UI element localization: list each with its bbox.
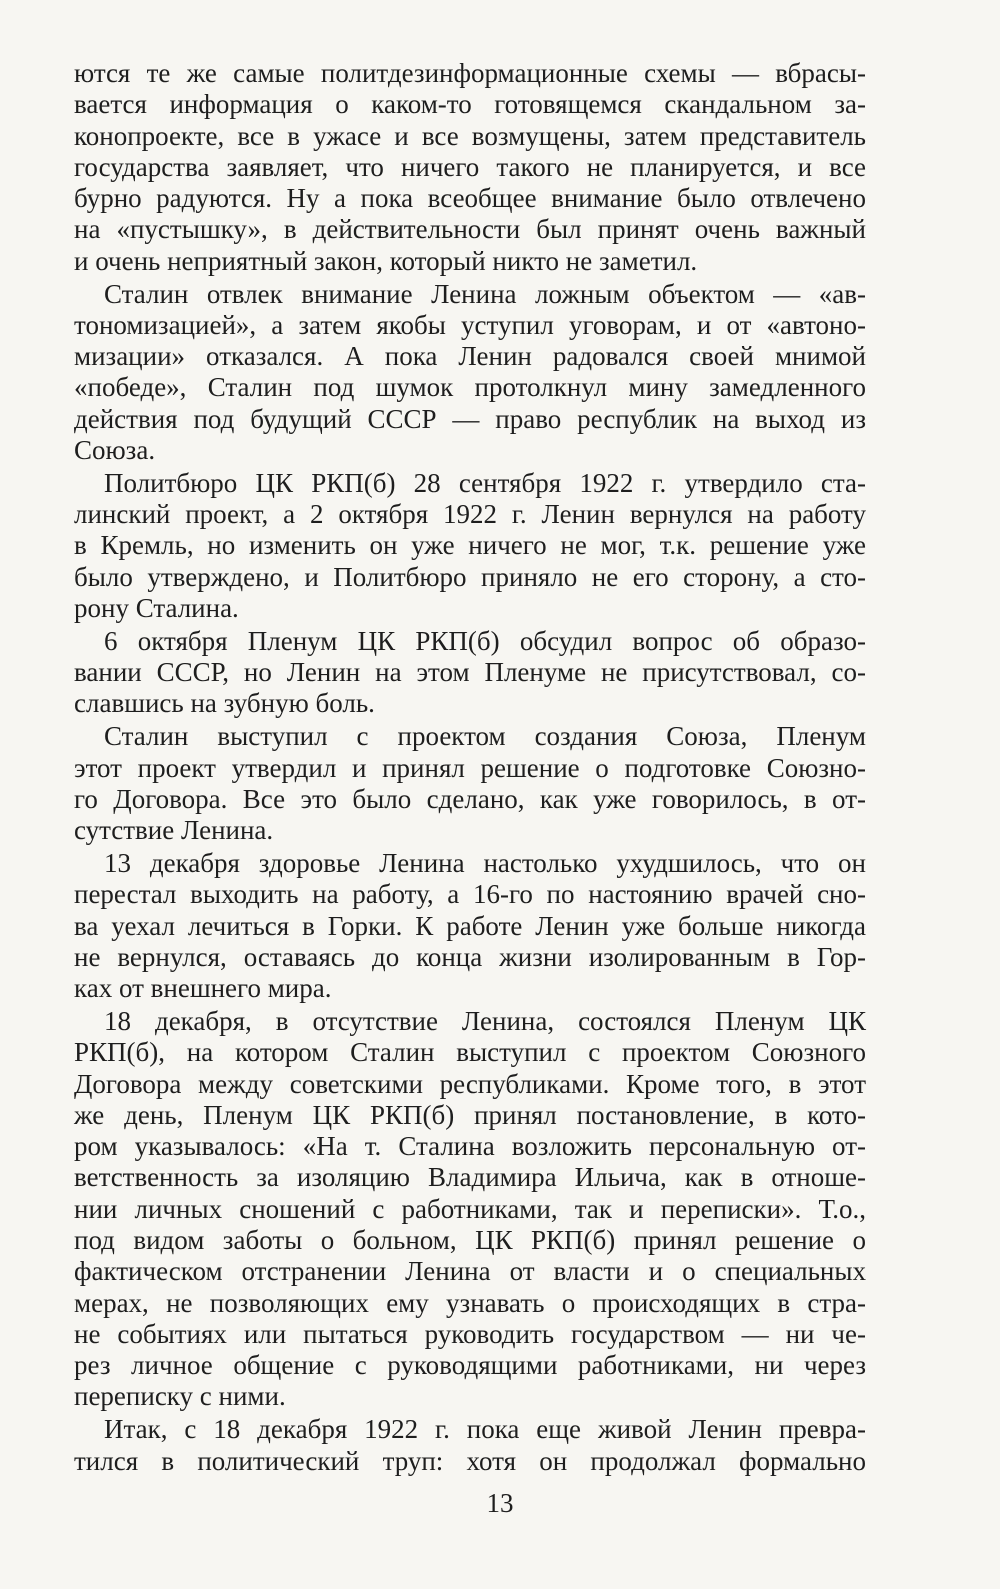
paragraph (74, 1006, 866, 1413)
text-line: 13 декабря здоровье Ленина настолько ухудшилось, что он (104, 847, 866, 878)
text-line: Союза. (74, 435, 156, 466)
text-line: действия под будущий СССР — право республик на выход из (74, 403, 866, 434)
paragraph (74, 626, 866, 720)
text-line: же день, Пленум ЦК РКП(б) принял постановление, в кото- (74, 1099, 866, 1130)
text-line: было утверждено, и Политбюро приняло не его сторону, а сто- (74, 561, 866, 592)
text-line: этот проект утвердил и принял решение о подготовке Союзно- (74, 752, 866, 783)
text-line: в Кремль, но изменить он уже ничего не мог, т.к. решение уже (74, 530, 866, 561)
text-line: линский проект, а 2 октября 1922 г. Ленин вернулся на работу (74, 499, 866, 530)
text-line: нии личных сношений с работниками, так и переписки». Т.о., (74, 1193, 866, 1224)
text-line: 6 октября Пленум ЦК РКП(б) обсудил вопрос об образо- (104, 625, 866, 656)
text-line: ются те же самые политдезинформационные схемы — вбрасы- (74, 58, 866, 88)
text-line: 18 декабря, в отсутствие Ленина, состоялся Пленум ЦК (104, 1005, 866, 1036)
text-line: тономизацией», а затем якобы уступил уговорам, и от «автоно- (74, 309, 866, 340)
text-line: перестал выходить на работу, а 16-го по настоянию врачей сно- (74, 879, 866, 910)
text-line: не событиях или пытаться руководить государством — ни че- (74, 1318, 866, 1349)
text-line: сутствие Ленина. (74, 815, 274, 846)
text-line: тился в политический труп: хотя он продолжал формально (74, 1445, 866, 1476)
text-line: вании СССР, но Ленин на этом Пленуме не присутствовал, со- (74, 657, 866, 688)
text-line: на «пустышку», в действительности был принят очень важный (74, 214, 866, 245)
body-text (74, 58, 866, 1477)
text-line: Политбюро ЦК РКП(б) 28 сентября 1922 г. утвердило ста- (104, 467, 866, 498)
text-line: не вернулся, оставаясь до конца жизни изолированным в Гор- (74, 941, 866, 972)
text-line: вается информация о каком-то готовящемся скандальном за- (74, 89, 866, 120)
text-line: переписку с ними. (74, 1381, 286, 1412)
paragraph (74, 848, 866, 1004)
text-line: ветственность за изоляцию Владимира Ильича, как в отноше- (74, 1162, 866, 1193)
text-line: фактическом отстранении Ленина от власти и о специальных (74, 1256, 866, 1287)
paragraph (74, 721, 866, 846)
paragraph (74, 58, 866, 277)
text-line: Сталин выступил с проектом создания Союза, Пленум (104, 721, 866, 752)
text-line: конопроекте, все в ужасе и все возмущены, затем представитель (74, 120, 866, 151)
page-number: 13 (486, 1488, 514, 1518)
text-line: «победе», Сталин под шумок протолкнул мину замедленного (74, 372, 866, 403)
text-line: славшись на зубную боль. (74, 688, 375, 719)
text-line: и очень неприятный закон, который никто не заметил. (74, 245, 698, 276)
paragraph (74, 279, 866, 467)
paragraph (74, 468, 866, 624)
text-line: Договора между советскими республиками. Кроме того, в этот (74, 1068, 866, 1099)
text-line: ках от внешнего мира. (74, 973, 332, 1004)
text-line: ром указывалось: «На т. Сталина возложить персональную от- (74, 1131, 866, 1162)
paragraph (74, 1414, 866, 1477)
text-line: рону Сталина. (74, 593, 239, 624)
text-line: рез личное общение с руководящими работниками, ни через (74, 1350, 866, 1381)
text-line: мерах, не позволяющих ему узнавать о происходящих в стра- (74, 1287, 866, 1318)
text-line: под видом заботы о больном, ЦК РКП(б) принял решение о (74, 1224, 866, 1255)
text-line: го Договора. Все это было сделано, как уже говорилось, в от- (74, 783, 866, 814)
text-line: РКП(б), на котором Сталин выступил с проектом Союзного (74, 1037, 866, 1068)
text-line: государства заявляет, что ничего такого не планируется, и все (74, 151, 866, 182)
text-line: Сталин отвлек внимание Ленина ложным объектом — «ав- (104, 278, 866, 309)
text-line: ва уехал лечиться в Горки. К работе Ленин уже больше никогда (74, 910, 866, 941)
text-line: мизации» отказался. А пока Ленин радовался своей мнимой (74, 341, 866, 372)
text-line: бурно радуются. Ну а пока всеобщее внимание было отвлечено (74, 183, 866, 214)
text-line: Итак, с 18 декабря 1922 г. пока еще живой Ленин превра- (104, 1414, 866, 1445)
